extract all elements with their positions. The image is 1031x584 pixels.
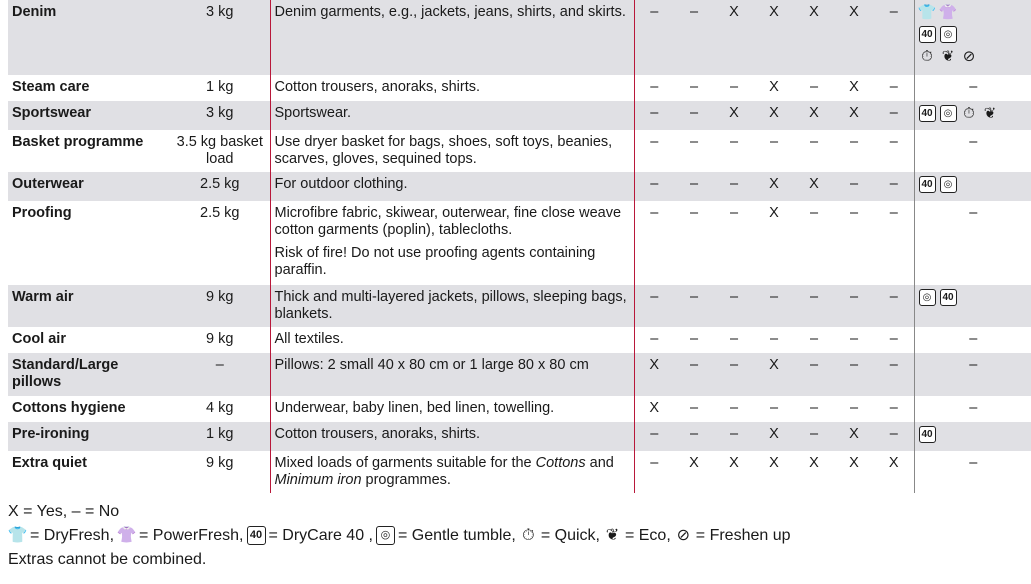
programme-description [270,327,634,353]
programme-name: Proofing [12,205,72,221]
option-mark: – [889,134,898,150]
max-load: 9 kg [170,451,270,493]
description-text: and [585,455,614,471]
table-row [8,101,1031,130]
max-load: 9 kg [170,327,270,353]
dryfresh-icon: 👕 [917,4,937,21]
programme-name: Steam care [12,79,90,95]
option-mark: X [754,0,794,75]
programme-name: Basket programme [12,134,144,150]
max-load: 2.5 kg [170,201,270,285]
quick-icon: ⏱ [921,48,933,65]
extras-cell [914,172,1031,201]
eco-icon: ❦ [605,526,620,544]
description-emphasis: Cottons [535,455,586,471]
option-mark: X [809,455,819,471]
max-load: 1 kg [170,75,270,101]
option-mark: – [714,353,754,396]
drycare-40-icon: 40 [919,105,936,122]
option-mark: – [794,353,834,396]
option-mark: – [674,422,714,451]
description-text: programmes. [361,472,451,488]
powerfresh-icon: 👚 [116,526,137,544]
description-text: Sportswear. [274,105,352,121]
option-mark: – [714,285,754,327]
option-mark: – [889,205,898,221]
legend-item-text: = Quick, [540,527,600,544]
programme-description [270,101,634,130]
option-mark: – [889,79,898,95]
legend-item-text: = Gentle tumble, [397,527,516,544]
option-mark: – [809,205,819,221]
option-mark: – [874,422,914,451]
extras-cell: – [914,130,1031,172]
drycare-40-icon: 40 [919,426,936,443]
option-mark: – [874,353,914,396]
table-row [8,130,1031,172]
option-mark: – [674,0,714,75]
option-mark: – [634,285,674,327]
table-row [8,0,1031,75]
option-mark: – [634,101,674,130]
option-mark: – [729,400,739,416]
option-mark: – [849,331,859,347]
option-mark: – [874,285,914,327]
option-mark: – [809,79,819,95]
programme-name: Outerwear [8,172,170,201]
gentle-tumble-icon: ◎ [940,26,957,43]
option-mark: – [650,205,659,221]
option-mark: X [754,353,794,396]
option-mark: X [794,101,834,130]
drycare-40-icon: 40 [919,26,936,43]
legend-item-text: = PowerFresh, [139,527,244,544]
option-mark: – [874,101,914,130]
description-emphasis: Minimum iron [274,472,362,488]
option-mark: – [874,172,914,201]
option-mark: X [834,101,874,130]
option-mark: – [849,205,859,221]
quick-icon: ⏱ [522,526,535,544]
max-load: 1 kg [170,422,270,451]
programme-description [270,285,634,327]
table-row [8,327,1031,353]
drycare-40-icon: 40 [919,176,936,193]
extras-cell: – [914,451,1031,493]
option-mark: – [650,331,659,347]
option-mark: – [729,331,739,347]
option-mark: X [689,455,699,471]
table-row [8,396,1031,422]
gentle-tumble-icon: ◎ [940,105,957,122]
option-mark: – [714,172,754,201]
extras-cell: – [914,353,1031,396]
description-text: Pillows: 2 small 40 x 80 cm or 1 large 80 x 80 cm [274,357,589,373]
option-mark: X [729,455,739,471]
max-load: 4 kg [170,396,270,422]
freshen-up-icon: ⊘ [962,48,976,65]
description-text: Underwear, baby linen, bed linen, towelling. [274,400,555,416]
option-mark: X [794,172,834,201]
table-row [8,75,1031,101]
extras-cell [914,422,1031,451]
option-mark: X [714,101,754,130]
programme-description [270,130,634,172]
option-mark: X [754,172,794,201]
programme-name: Cool air [12,331,66,347]
programme-table-body [8,0,1031,493]
option-mark: – [674,285,714,327]
description-text: Mixed loads of garments suitable for the [274,455,536,471]
description-text: Microfibre fabric, skiwear, outerwear, fine close weave cotton garments (poplin), tablecloths. [274,205,622,238]
description-text: Thick and multi-layered jackets, pillows, sleeping bags, blankets. [274,289,627,322]
programme-name: Standard/Large pillows [8,353,170,396]
option-mark: – [689,205,699,221]
option-mark: – [674,353,714,396]
option-mark: – [809,331,819,347]
dryfresh-icon: 👕 [7,526,28,544]
option-mark: – [754,285,794,327]
powerfresh-icon: 👚 [938,4,958,21]
programme-name: Pre-ironing [8,422,170,451]
option-mark: – [834,353,874,396]
legend-item-text: = Freshen up [695,527,791,544]
legend-icons [8,524,794,548]
option-mark: – [729,134,739,150]
programme-name: Sportswear [8,101,170,130]
description-text: Cotton trousers, anoraks, shirts. [274,79,480,95]
description-text: Cotton trousers, anoraks, shirts. [274,426,480,442]
option-mark: X [888,455,899,471]
programme-description [270,172,634,201]
programme-name: Extra quiet [12,455,87,471]
option-mark: – [674,101,714,130]
option-mark: X [714,0,754,75]
table-row [8,353,1031,396]
table-row [8,422,1031,451]
option-mark: – [889,400,898,416]
option-mark: – [729,205,739,221]
freshen-up-icon: ⊘ [676,526,690,544]
extras-cell [914,101,1031,130]
legend-note: Extras cannot be combined. [8,551,207,568]
option-mark: – [650,134,659,150]
option-mark: – [849,134,859,150]
programme-description [270,396,634,422]
option-mark: X [849,79,859,95]
option-mark: – [809,134,819,150]
option-mark: – [689,331,699,347]
table-row [8,201,1031,285]
extras-cell [914,285,1031,327]
description-text: Use dryer basket for bags, shoes, soft toys, beanies, scarves, gloves, sequined tops. [274,134,613,167]
option-mark: X [794,0,834,75]
legend-item-text: = DryCare 40 , [268,527,373,544]
programme-table [8,0,1031,493]
option-mark: X [634,353,674,396]
extras-cell: – [914,396,1031,422]
option-mark: – [769,134,779,150]
programme-description [270,201,634,285]
description-text: All textiles. [274,331,344,347]
programme-name: Denim [8,0,170,75]
option-mark: – [794,422,834,451]
option-mark: – [714,422,754,451]
option-mark: X [834,0,874,75]
quick-icon: ⏱ [963,105,975,122]
gentle-tumble-icon: ◎ [940,176,957,193]
option-mark: – [634,422,674,451]
option-mark: – [729,79,739,95]
programme-name: Warm air [8,285,170,327]
option-mark: X [834,422,874,451]
option-mark: X [754,422,794,451]
option-mark: X [769,79,779,95]
gentle-tumble-icon: ◎ [919,289,936,306]
option-mark: – [634,172,674,201]
option-mark: X [754,101,794,130]
option-mark: – [874,0,914,75]
option-mark: – [650,455,659,471]
legend-item-text: = Eco, [624,527,671,544]
option-mark: – [769,331,779,347]
gentle-tumble-icon: ◎ [376,526,395,545]
option-mark: – [889,331,898,347]
option-mark: – [689,134,699,150]
max-load: 9 kg [170,285,270,327]
max-load: 2.5 kg [170,172,270,201]
legend-item-text: = DryFresh, [30,527,115,544]
extras-cell: – [914,327,1031,353]
programme-description [270,422,634,451]
max-load: 3 kg [170,101,270,130]
option-mark: – [834,172,874,201]
eco-icon: ❦ [941,48,955,65]
option-mark: – [809,400,819,416]
max-load: 3.5 kg basket load [170,130,270,172]
table-row [8,451,1031,493]
legend [8,500,794,572]
table-row [8,172,1031,201]
drycare-40-icon: 40 [247,526,266,545]
option-mark: X [649,400,660,416]
option-mark: X [849,455,859,471]
option-mark: – [834,285,874,327]
programme-description [270,0,634,75]
max-load: 3 kg [170,0,270,75]
warning-note: Risk of fire! Do not use proofing agents containing paraffin. [274,245,596,278]
option-mark: – [650,79,659,95]
option-mark: – [689,79,699,95]
option-mark: X [769,205,779,221]
extras-cell: – [914,201,1031,285]
eco-icon: ❦ [983,105,997,122]
option-mark: – [769,400,779,416]
programme-name: Cottons hygiene [12,400,126,416]
description-text: For outdoor clothing. [274,176,408,192]
programme-description [270,75,634,101]
table-row [8,285,1031,327]
description-text: Denim garments, e.g., jackets, jeans, shirts, and skirts. [274,4,626,20]
option-mark: – [674,172,714,201]
max-load: – [170,353,270,396]
extras-cell [914,0,1031,75]
legend-yes-no: X = Yes, – = No [8,503,120,520]
drycare-40-icon: 40 [940,289,957,306]
option-mark: – [689,400,699,416]
option-mark: X [769,455,779,471]
programme-description [270,353,634,396]
programme-description [270,451,634,493]
option-mark: – [849,400,859,416]
option-mark: – [794,285,834,327]
extras-cell: – [914,75,1031,101]
option-mark: – [634,0,674,75]
